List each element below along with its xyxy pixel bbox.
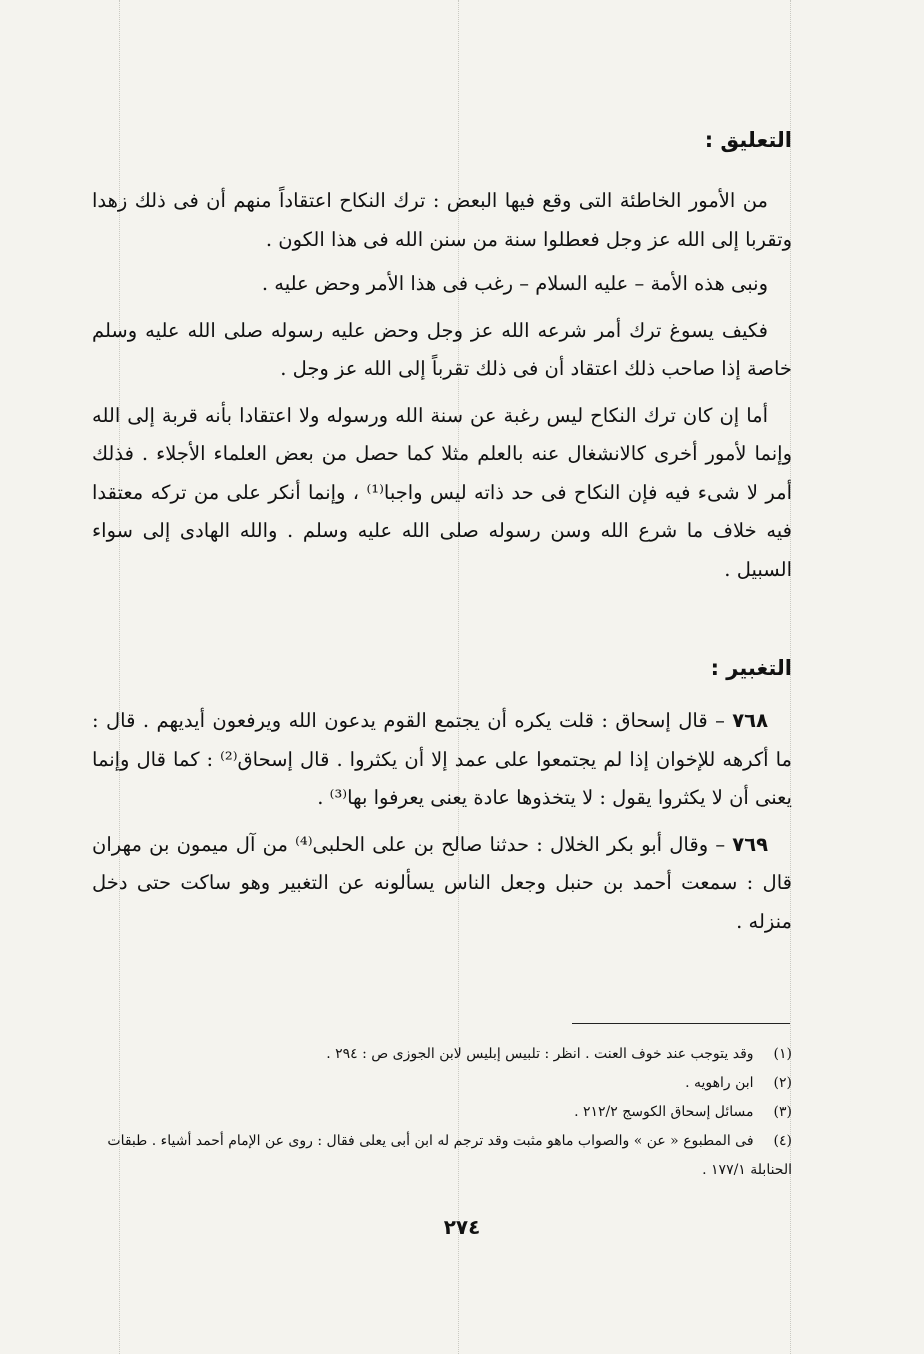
footnote-text: وقد يتوجب عند خوف العنت . انظر : تلبيس إبليس لابن الجوزى ص : ٢٩٤ . bbox=[326, 1046, 754, 1062]
commentary-section bbox=[92, 128, 792, 152]
taghbir-heading: التغبير : bbox=[710, 656, 792, 680]
commentary-paragraph-3: فكيف يسوغ ترك أمر شرعه الله عز وجل وحض عليه رسوله صلى الله عليه وسلم خاصة إذا صاحب ذلك اعتقاد أن فى ذلك تقرباً إلى الله عز وجل . bbox=[92, 318, 792, 380]
commentary-paragraph-4: أما إن كان ترك النكاح ليس رغبة عن سنة الله ورسوله ولا اعتقادا بأنه قربة إلى الله وإنما لأمور أخرى كالانشغال عنه بالعلم مثلا كما حصل من بعض العلماء الأجلاء . فذلك أمر لا شىء فيه فإن النكاح فى حد ذاته ليس واجبا⁽¹⁾ ، وإنما أنكر على من تركه معتقدا فيه خلاف ما شرع الله وسن رسوله صلى الله عليه وسلم . والله الهادى إلى سواء السبيل . bbox=[92, 403, 793, 581]
narration-text: – وقال أبو بكر الخلال : حدثنا صالح بن على الحلبى⁽⁴⁾ من آل ميمون بن مهران قال : سمعت أحمد بن حنبل وجعل الناس يسألونه عن التغبير وهو ساكت حتى دخل منزله . bbox=[92, 832, 792, 933]
footnote-item bbox=[100, 1069, 792, 1098]
narration-768 bbox=[92, 702, 792, 818]
taghbir-body bbox=[92, 702, 792, 941]
narration-number: ٧٦٩ bbox=[732, 832, 769, 856]
page-number: ٢٧٤ bbox=[443, 1215, 481, 1239]
footnotes bbox=[100, 1040, 792, 1185]
footnote-number: (٤) bbox=[773, 1133, 792, 1149]
narration-769 bbox=[92, 826, 792, 942]
commentary-heading: التعليق : bbox=[704, 128, 792, 152]
footnote-text: فى المطبوع « عن » والصواب ماهو مثبت وقد ترجم له ابن أبى يعلى فقال : روى عن الإمام أحمد أشياء . طبقات الحنابلة ١٧٧/١ . bbox=[107, 1133, 792, 1178]
footnote-item bbox=[100, 1098, 792, 1127]
footnote-divider bbox=[572, 1023, 790, 1024]
commentary-paragraph-2: ونبى هذه الأمة – عليه السلام – رغب فى هذا الأمر وحض عليه . bbox=[261, 272, 768, 295]
footnote-item bbox=[100, 1040, 792, 1069]
commentary-body bbox=[92, 182, 792, 589]
taghbir-section bbox=[92, 656, 792, 680]
commentary-paragraph-1: من الأمور الخاطئة التى وقع فيها البعض : ترك النكاح اعتقاداً منهم أن فى ذلك زهدا وتقربا إلى الله عز وجل فعطلوا سنة من سنن الله فى هذا الكون . bbox=[92, 189, 792, 251]
narration-text: – قال إسحاق : قلت يكره أن يجتمع القوم يدعون الله ويرفعون أيديهم . قال : ما أكرهه للإخوان إذا لم يجتمعوا على عمد إلا أن يكثروا . قال إسحاق⁽²⁾ : كما قال وإنما يعنى أن لا يكثروا يقول : لا يتخذوها عادة يعنى يعرفوا بها⁽³⁾ . bbox=[92, 709, 792, 809]
narration-number: ٧٦٨ bbox=[732, 709, 768, 732]
footnote-number: (٣) bbox=[773, 1104, 792, 1120]
footnote-number: (٢) bbox=[773, 1075, 792, 1091]
footnote-number: (١) bbox=[773, 1046, 792, 1062]
footnote-text: ابن راهويه . bbox=[685, 1075, 754, 1091]
footnote-text: مسائل إسحاق الكوسج ٢١٢/٢ . bbox=[574, 1104, 754, 1120]
footnote-item bbox=[100, 1127, 792, 1185]
